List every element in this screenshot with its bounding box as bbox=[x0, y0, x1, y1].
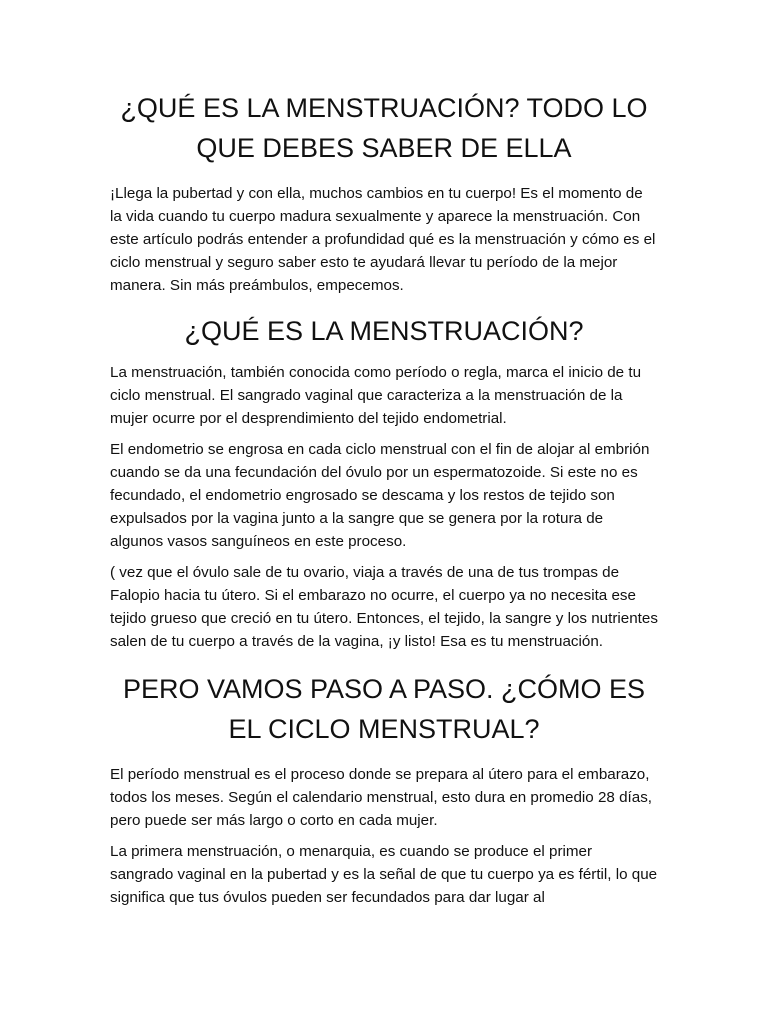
section-heading-que-es: ¿QUÉ ES LA MENSTRUACIÓN? bbox=[184, 316, 584, 346]
document-page bbox=[110, 88, 658, 917]
section-paragraph: La menstruación, también conocida como período o regla, marca el inicio de tu ciclo menstrual. El sangrado vaginal que caracteriza a la menstruación de la mujer ocurre por el desprendimiento del tejido endometrial. bbox=[110, 364, 642, 427]
section-paragraph: El endometrio se engrosa en cada ciclo menstrual con el fin de alojar al embrión cuando se da una fecundación del óvulo por un espermatozoide. Si este no es fecundado, el endometrio engrosado se descama y los restos de tejido son expulsados por la vagina junto a la sangre que se genera por la rotura de algunos vasos sanguíneos en este proceso. bbox=[110, 441, 650, 550]
section-paragraph: ( vez que el óvulo sale de tu ovario, viaja a través de una de tus trompas de Falopio hacia tu útero. Si el embarazo no ocurre, el cuerpo ya no necesita ese tejido grueso que creció en tu útero. Entonces, el tejido, la sangre y los nutrientes salen de tu cuerpo a través de la vagina, ¡y listo! Esa es tu menstruación. bbox=[110, 564, 658, 650]
section-heading-ciclo-menstrual: PERO VAMOS PASO A PASO. ¿CÓMO ES EL CICLO MENSTRUAL? bbox=[122, 674, 646, 744]
intro-paragraph: ¡Llega la pubertad y con ella, muchos cambios en tu cuerpo! Es el momento de la vida cuando tu cuerpo madura sexualmente y aparece la menstruación. Con este artículo podrás entender a profundidad qué es la menstruación y cómo es el ciclo menstrual y seguro saber esto te ayudará llevar tu período de la mejor manera. Sin más preámbulos, empecemos. bbox=[110, 185, 656, 294]
document-title: ¿QUÉ ES LA MENSTRUACIÓN? TODO LO QUE DEBES SABER DE ELLA bbox=[120, 93, 648, 163]
section-paragraph: La primera menstruación, o menarquia, es cuando se produce el primer sangrado vaginal en la pubertad y es la señal de que tu cuerpo ya es fértil, lo que significa que tus óvulos pueden ser fecundados para dar lugar al bbox=[110, 843, 658, 906]
section-paragraph: El período menstrual es el proceso donde se prepara al útero para el embarazo, todos los meses. Según el calendario menstrual, esto dura en promedio 28 días, pero puede ser más largo o corto en cada mujer. bbox=[110, 766, 653, 829]
